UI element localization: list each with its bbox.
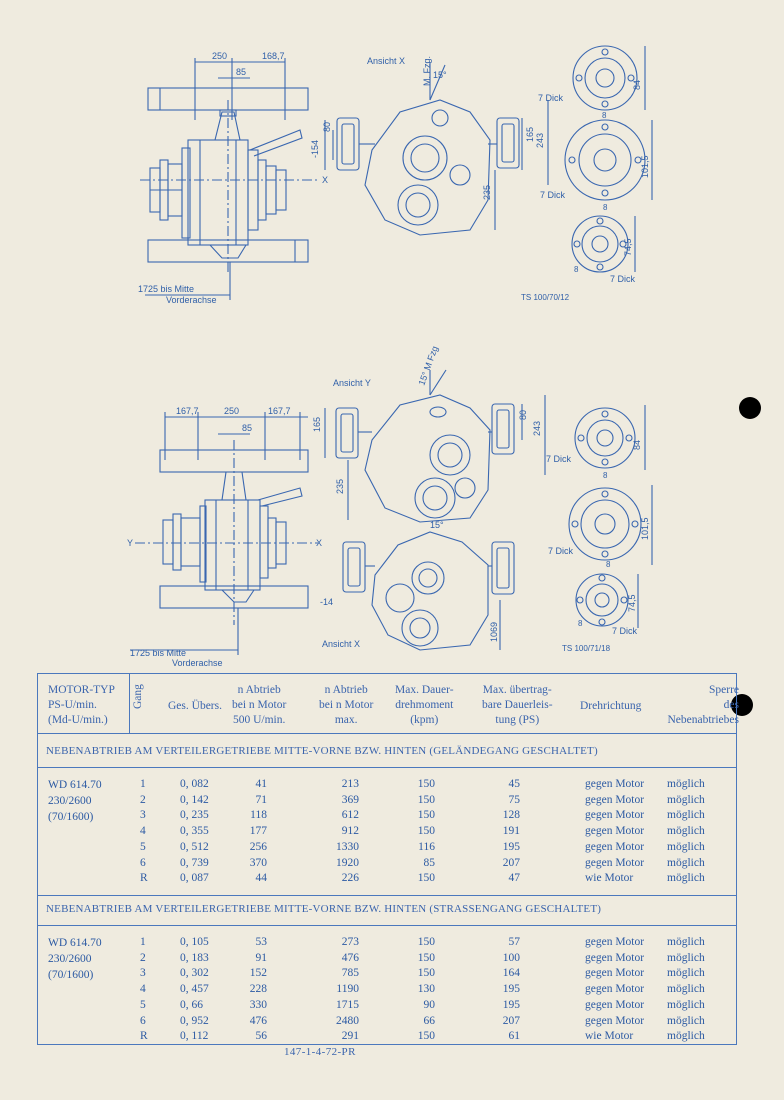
table-row — [37, 825, 737, 841]
cell-gang: 1 — [140, 778, 146, 790]
cell-nmo: 273 — [341, 936, 359, 948]
cell-dau: 207 — [502, 1014, 520, 1027]
dim-top-2: 85 — [236, 67, 247, 77]
footer-code: 147-1-4-72-PR — [284, 1046, 356, 1058]
flange-bot-0-thick: 7 Dick — [546, 454, 572, 464]
cell-dau: 47 — [508, 872, 520, 885]
cell-nab: 256 — [249, 840, 267, 853]
cell-dre: 66 — [423, 1014, 435, 1027]
motor-type-1-ps: 230/2600 — [48, 795, 92, 807]
dim-top-8: X — [322, 175, 329, 185]
cell-dre: 150 — [417, 951, 435, 964]
flange-bot-1-thick: 7 Dick — [548, 546, 574, 556]
cell-nab: 44 — [255, 872, 267, 885]
cell-ges: 0, 355 — [180, 825, 209, 838]
cell-ges: 0, 739 — [180, 856, 209, 869]
cell-dre: 150 — [417, 809, 435, 822]
cell-nab: 228 — [249, 983, 267, 996]
header-spe: Sperre des Nebenabtriebes — [667, 684, 739, 726]
bottom-front-view-y — [325, 370, 545, 522]
cell-nab: 177 — [249, 825, 267, 838]
table-row — [37, 794, 737, 810]
cell-nmo: 612 — [341, 809, 359, 822]
mfzg-label-top: M. Fzg. — [422, 55, 432, 86]
cell-dau: 45 — [508, 778, 520, 790]
view-label-top: Ansicht X — [367, 56, 406, 66]
table-row — [37, 936, 737, 952]
flange-top-2-dia: 74,5 — [623, 238, 633, 256]
cell-gang: 5 — [140, 840, 146, 853]
table-row — [37, 1015, 737, 1031]
cell-nmo: 369 — [341, 793, 359, 806]
cell-nab: 56 — [255, 1030, 267, 1043]
cell-dir: gegen Motor — [585, 998, 645, 1011]
motor-type-2-ps: 230/2600 — [48, 953, 92, 965]
top-flanges — [565, 46, 652, 272]
dim-top-5: 165 — [525, 126, 535, 142]
header-dau: Max. übertrag- bare Dauerleis- tung (PS) — [482, 684, 553, 726]
view-label-y: Ansicht Y — [333, 378, 371, 388]
motor-type-2-name: WD 614.70 — [48, 937, 102, 949]
axle-note-top: 1725 bis Mitte — [138, 284, 195, 294]
cell-dre: 150 — [417, 936, 435, 948]
divider-section-2-top — [37, 895, 737, 896]
cell-nmo: 1920 — [336, 856, 359, 869]
cell-nmo: 1330 — [336, 840, 359, 853]
cell-dau: 128 — [502, 809, 520, 822]
cell-ges: 0, 112 — [180, 1030, 209, 1043]
cell-dau: 75 — [508, 793, 520, 806]
cell-gang: 5 — [140, 998, 146, 1011]
flange-top-1-dia: 101,5 — [640, 155, 650, 178]
cell-spe: möglich — [667, 778, 705, 790]
cell-gang: 2 — [140, 951, 146, 964]
cell-dau: 195 — [502, 998, 520, 1011]
cell-spe: möglich — [667, 872, 705, 885]
drawing-code-top: TS 100/70/12 — [521, 293, 570, 302]
dim-bot-7: 235 — [335, 478, 345, 494]
cell-nmo: 291 — [341, 1030, 359, 1043]
table-row — [37, 857, 737, 873]
table-row — [37, 999, 737, 1015]
cell-gang: R — [140, 1030, 148, 1043]
cell-ges: 0, 952 — [180, 1014, 209, 1027]
cell-dre: 90 — [423, 998, 435, 1011]
divider-section-1 — [37, 767, 737, 768]
cell-dau: 207 — [502, 856, 520, 869]
cell-nmo: 226 — [341, 872, 359, 885]
view-label-x: Ansicht X — [322, 639, 361, 649]
cell-gang: 3 — [140, 809, 146, 822]
flange-bot-1-bolt: 8 — [606, 560, 611, 569]
cell-dre: 85 — [423, 856, 435, 869]
cell-dir: gegen Motor — [585, 778, 645, 790]
cell-gang: 6 — [140, 1014, 146, 1027]
dim-bot-4: 165 — [312, 416, 322, 432]
cell-dre: 150 — [417, 872, 435, 885]
cell-spe: möglich — [667, 793, 705, 806]
cell-gang: 1 — [140, 936, 146, 948]
cell-dau: 61 — [508, 1030, 520, 1043]
section-title-1: NEBENABTRIEB AM VERTEILERGETRIEBE MITTE-VORNE BZW. HINTEN (GELÄNDEGANG GESCHALTET) — [46, 745, 598, 757]
cell-nab: 71 — [255, 793, 267, 806]
cell-spe: möglich — [667, 936, 705, 948]
top-front-view — [325, 62, 548, 235]
cell-nmo: 213 — [341, 778, 359, 790]
cell-dir: gegen Motor — [585, 793, 645, 806]
dim-bot-9: 1069 — [489, 621, 499, 642]
axle-note-top-2: Vorderachse — [166, 295, 217, 305]
cell-dre: 150 — [417, 825, 435, 838]
cell-nmo: 912 — [341, 825, 359, 838]
cell-dir: gegen Motor — [585, 856, 645, 869]
dim-top-3: -154 — [310, 139, 320, 158]
cell-spe: möglich — [667, 983, 705, 996]
cell-dir: gegen Motor — [585, 936, 645, 948]
header-divider-1 — [129, 673, 130, 733]
cell-dir: wie Motor — [585, 872, 634, 885]
cell-gang: 3 — [140, 967, 146, 980]
flange-bot-2-bolt: 8 — [578, 619, 583, 628]
header-nmo: n Abtrieb bei n Motor max. — [319, 684, 374, 726]
cell-dau: 191 — [502, 825, 520, 838]
header-ges: Ges. Übers. — [168, 700, 222, 712]
cell-ges: 0, 302 — [180, 967, 209, 980]
cell-nab: 41 — [255, 778, 267, 790]
table-row — [37, 952, 737, 968]
axle-note-bottom: 1725 bis Mitte — [130, 648, 187, 658]
drawing-code-bottom: TS 100/71/18 — [562, 644, 611, 653]
cell-nmo: 2480 — [336, 1014, 359, 1027]
cell-gang: 4 — [140, 983, 146, 996]
motor-type-1-md: (70/1600) — [48, 811, 94, 823]
table-row — [37, 778, 737, 794]
header-gang: Gang — [132, 684, 144, 709]
section-title-2: NEBENABTRIEB AM VERTEILERGETRIEBE MITTE-VORNE BZW. HINTEN (STRASSENGANG GESCHALTET) — [46, 903, 602, 915]
dim-top-6: 243 — [535, 132, 545, 148]
flange-top-0-dia: 84 — [632, 79, 642, 90]
cell-nmo: 476 — [341, 951, 359, 964]
header-dre: Max. Dauer- drehmoment (kpm) — [395, 684, 454, 726]
cell-ges: 0, 183 — [180, 951, 209, 964]
dim-top-0: 250 — [212, 51, 228, 61]
dim-bot-3: 85 — [242, 423, 253, 433]
table-row — [37, 1030, 737, 1046]
dim-bot-2: 167,7 — [268, 406, 291, 416]
cell-ges: 0, 235 — [180, 809, 209, 822]
angle-label-bottom: 15° — [430, 520, 444, 530]
cell-spe: möglich — [667, 967, 705, 980]
cell-spe: möglich — [667, 998, 705, 1011]
flange-bot-1-dia: 101,5 — [640, 517, 650, 540]
cell-ges: 0, 105 — [180, 936, 209, 948]
bottom-side-view — [130, 412, 318, 655]
flange-top-0-thick: 7 Dick — [538, 93, 564, 103]
cell-dre: 150 — [417, 778, 435, 790]
cell-spe: möglich — [667, 856, 705, 869]
flange-top-0-bolt: 8 — [602, 111, 607, 120]
table-row — [37, 841, 737, 857]
motor-type-2-md: (70/1600) — [48, 969, 94, 981]
cell-ges: 0, 087 — [180, 872, 209, 885]
cell-dir: gegen Motor — [585, 825, 645, 838]
header-nab: n Abtrieb bei n Motor 500 U/min. — [232, 684, 287, 726]
dim-bot-6: 243 — [532, 420, 542, 436]
data-table — [37, 673, 737, 1045]
header-dir: Drehrichtung — [580, 700, 642, 712]
cell-nab: 118 — [250, 809, 267, 822]
cell-gang: 6 — [140, 856, 146, 869]
cell-nab: 91 — [255, 951, 267, 964]
cell-gang: R — [140, 872, 148, 885]
cell-dau: 195 — [502, 983, 520, 996]
dim-top-1: 168,7 — [262, 51, 285, 61]
mfzg-label-bottom: 15° M Fzg — [416, 344, 440, 387]
cell-gang: 2 — [140, 793, 146, 806]
flange-top-2-thick: 7 Dick — [610, 274, 636, 284]
flange-bot-0-bolt: 8 — [603, 471, 608, 480]
cell-dir: gegen Motor — [585, 840, 645, 853]
divider-header — [37, 733, 737, 734]
cell-dau: 100 — [502, 951, 520, 964]
cell-spe: möglich — [667, 840, 705, 853]
cell-dir: gegen Motor — [585, 951, 645, 964]
cell-dre: 116 — [418, 840, 435, 853]
cell-dir: gegen Motor — [585, 967, 645, 980]
cell-dre: 150 — [417, 967, 435, 980]
cell-nab: 476 — [249, 1014, 267, 1027]
flange-bot-0-dia: 84 — [632, 439, 642, 450]
cell-nab: 330 — [249, 998, 267, 1011]
cell-nab: 370 — [249, 856, 267, 869]
flange-bot-2-thick: 7 Dick — [612, 626, 638, 636]
table-row — [37, 872, 737, 888]
dim-top-4: 80 — [322, 121, 332, 132]
cell-nab: 152 — [249, 967, 267, 980]
cell-dir: gegen Motor — [585, 1014, 645, 1027]
cell-ges: 0, 512 — [180, 840, 209, 853]
table-row — [37, 809, 737, 825]
cell-spe: möglich — [667, 809, 705, 822]
dim-bot-10: Y — [127, 538, 134, 548]
dim-bot-0: 167,7 — [176, 406, 199, 416]
cell-dir: wie Motor — [585, 1030, 634, 1043]
cell-spe: möglich — [667, 1014, 705, 1027]
cell-ges: 0, 082 — [180, 778, 209, 790]
cell-spe: möglich — [667, 825, 705, 838]
cell-ges: 0, 142 — [180, 793, 209, 806]
divider-section-2 — [37, 925, 737, 926]
cell-spe: möglich — [667, 951, 705, 964]
flange-top-2-bolt: 8 — [574, 265, 579, 274]
cell-dre: 150 — [417, 793, 435, 806]
cell-dir: gegen Motor — [585, 983, 645, 996]
cell-dir: gegen Motor — [585, 809, 645, 822]
cell-ges: 0, 66 — [180, 998, 203, 1011]
motor-type-1-name: WD 614.70 — [48, 779, 102, 791]
cell-dre: 130 — [417, 983, 435, 996]
cell-nmo: 1715 — [336, 998, 359, 1011]
flange-top-1-bolt: 8 — [603, 203, 608, 212]
angle-label-top: 15° — [433, 70, 447, 80]
bottom-flanges — [569, 405, 652, 628]
cell-nmo: 785 — [341, 967, 359, 980]
header-motor: MOTOR-TYP PS-U/min. (Md-U/min.) — [48, 684, 115, 726]
cell-spe: möglich — [667, 1030, 705, 1043]
cell-gang: 4 — [140, 825, 146, 838]
dim-bot-11: X — [316, 538, 323, 548]
dim-bot-8: -14 — [320, 597, 334, 607]
cell-dre: 150 — [417, 1030, 435, 1043]
cell-dau: 164 — [502, 967, 520, 980]
top-side-view — [140, 58, 318, 300]
table-row — [37, 967, 737, 983]
cell-nab: 53 — [255, 936, 267, 948]
dim-bot-5: 80 — [518, 409, 528, 420]
table-row — [37, 983, 737, 999]
axle-note-bottom-2: Vorderachse — [172, 658, 223, 668]
cell-dau: 195 — [502, 840, 520, 853]
dim-top-7: 235 — [482, 184, 492, 200]
cell-ges: 0, 457 — [180, 983, 209, 996]
cell-dau: 57 — [508, 936, 520, 948]
cell-nmo: 1190 — [336, 983, 359, 996]
flange-bot-2-dia: 74,5 — [627, 594, 637, 612]
dim-bot-1: 250 — [224, 406, 240, 416]
flange-top-1-thick: 7 Dick — [540, 190, 566, 200]
